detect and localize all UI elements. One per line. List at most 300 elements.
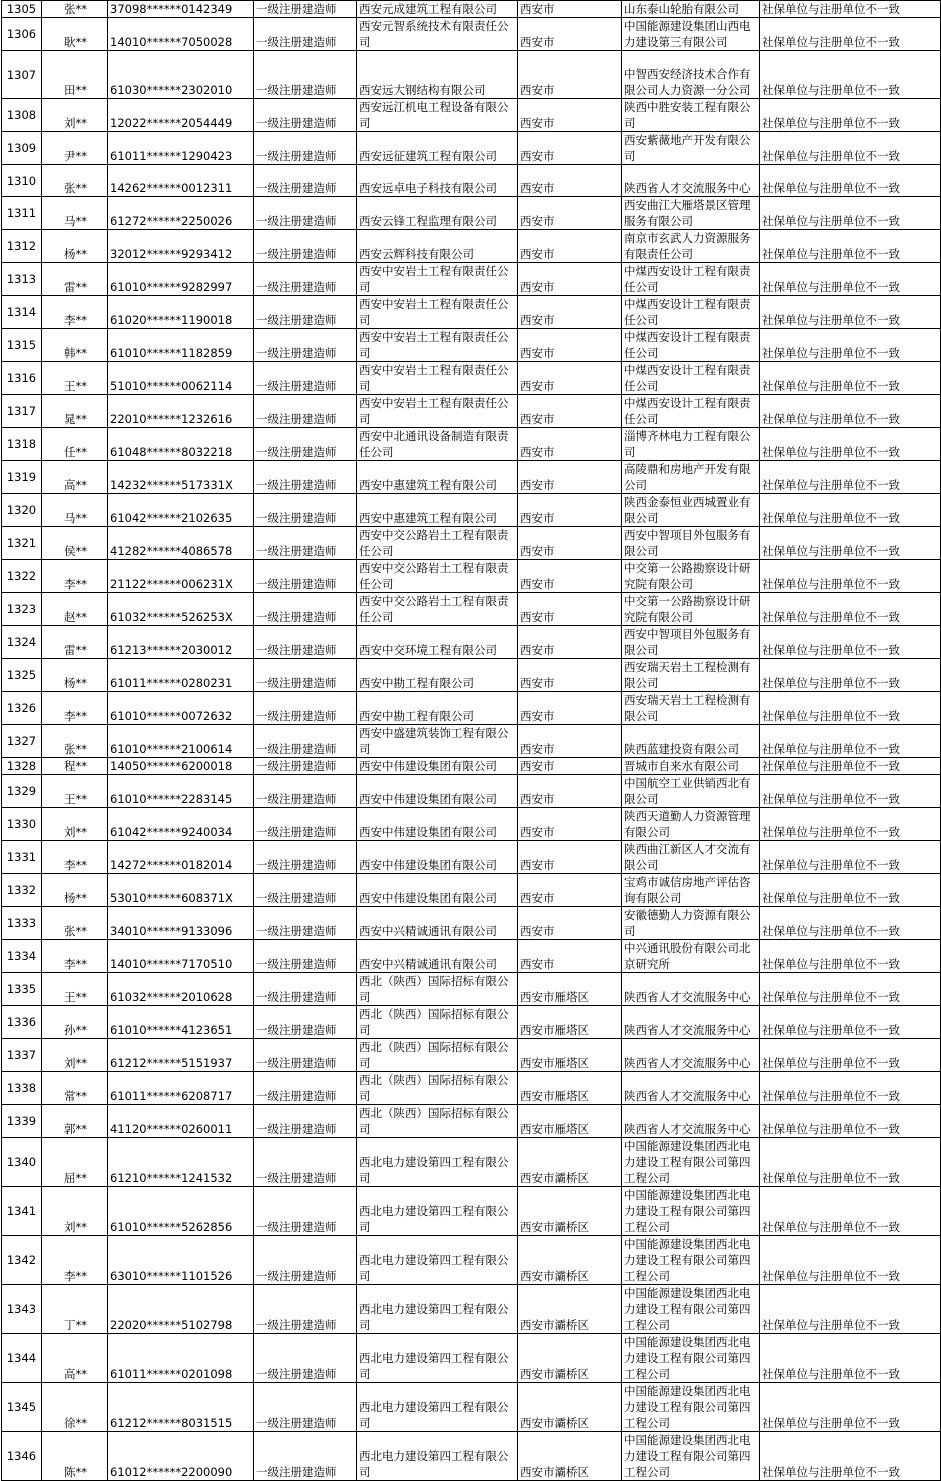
cell-social-security-unit: 陕西省人才交流服务中心 — [622, 973, 760, 1006]
cell-registered-company: 西安中安岩土工程有限责任公司 — [357, 296, 518, 329]
cell-issue: 社保单位与注册单位不一致 — [760, 758, 941, 775]
cell-city: 西安市 — [518, 165, 622, 197]
cell-social-security-unit: 陕西省人才交流服务中心 — [622, 1006, 760, 1039]
cell-serial-number: 1319 — [2, 461, 42, 494]
cell-serial-number: 1340 — [2, 1138, 42, 1187]
table-row — [2, 973, 941, 1006]
table-row — [2, 263, 941, 296]
cell-serial-number: 1343 — [2, 1285, 42, 1334]
cell-id-number: 51010******0062114 — [108, 362, 254, 395]
table-row — [2, 907, 941, 940]
cell-issue: 社保单位与注册单位不一致 — [760, 51, 941, 99]
cell-social-security-unit: 高陵鼎和房地产开发有限公司 — [622, 461, 760, 494]
cell-social-security-unit: 陕西省人才交流服务中心 — [622, 1072, 760, 1105]
cell-person-name: 程** — [42, 758, 108, 775]
cell-serial-number: 1331 — [2, 841, 42, 874]
cell-city: 西安市灞桥区 — [518, 1187, 622, 1236]
cell-qualification: 一级注册建造师 — [254, 428, 357, 461]
cell-issue: 社保单位与注册单位不一致 — [760, 1072, 941, 1105]
cell-registered-company: 西北电力建设第四工程有限公司 — [357, 1187, 518, 1236]
cell-serial-number: 1329 — [2, 775, 42, 808]
cell-registered-company: 西安中惠建筑工程有限公司 — [357, 494, 518, 527]
cell-person-name: 高** — [42, 1334, 108, 1383]
cell-registered-company: 西安中安岩土工程有限责任公司 — [357, 263, 518, 296]
cell-person-name: 孙** — [42, 1006, 108, 1039]
cell-social-security-unit: 西安中智项目外包服务有限公司 — [622, 626, 760, 659]
cell-serial-number: 1316 — [2, 362, 42, 395]
cell-social-security-unit: 中智西安经济技术合作有限公司人力资源一分公司 — [622, 51, 760, 99]
cell-registered-company: 西安中勘工程有限公司 — [357, 692, 518, 725]
cell-social-security-unit: 西安中智项目外包服务有限公司 — [622, 527, 760, 560]
cell-registered-company: 西安中交公路岩土工程有限责任公司 — [357, 527, 518, 560]
cell-qualification: 一级注册建造师 — [254, 692, 357, 725]
cell-registered-company: 西安中伟建设集团有限公司 — [357, 808, 518, 841]
cell-qualification: 一级注册建造师 — [254, 165, 357, 197]
cell-serial-number: 1309 — [2, 132, 42, 165]
cell-registered-company: 西安远大钢结构有限公司 — [357, 51, 518, 99]
cell-issue: 社保单位与注册单位不一致 — [760, 907, 941, 940]
cell-id-number: 14010******7050028 — [108, 18, 254, 51]
cell-serial-number: 1339 — [2, 1105, 42, 1138]
cell-qualification: 一级注册建造师 — [254, 461, 357, 494]
cell-serial-number: 1341 — [2, 1187, 42, 1236]
cell-issue: 社保单位与注册单位不一致 — [760, 1105, 941, 1138]
cell-serial-number: 1315 — [2, 329, 42, 362]
cell-registered-company: 西北电力建设第四工程有限公司 — [357, 1334, 518, 1383]
cell-social-security-unit: 淄博齐林电力工程有限公司 — [622, 428, 760, 461]
cell-city: 西安市灞桥区 — [518, 1285, 622, 1334]
cell-issue: 社保单位与注册单位不一致 — [760, 1285, 941, 1334]
cell-issue: 社保单位与注册单位不一致 — [760, 395, 941, 428]
cell-issue: 社保单位与注册单位不一致 — [760, 692, 941, 725]
cell-person-name: 张** — [42, 165, 108, 197]
cell-person-name: 雷** — [42, 263, 108, 296]
cell-city: 西安市 — [518, 18, 622, 51]
cell-person-name: 刘** — [42, 1187, 108, 1236]
table-row — [2, 362, 941, 395]
cell-id-number: 21122******006231X — [108, 560, 254, 593]
cell-person-name: 刘** — [42, 99, 108, 132]
cell-serial-number: 1327 — [2, 725, 42, 758]
cell-qualification: 一级注册建造师 — [254, 1383, 357, 1432]
cell-issue: 社保单位与注册单位不一致 — [760, 230, 941, 263]
cell-person-name: 王** — [42, 973, 108, 1006]
cell-issue: 社保单位与注册单位不一致 — [760, 841, 941, 874]
cell-serial-number: 1330 — [2, 808, 42, 841]
cell-id-number: 61010******2283145 — [108, 775, 254, 808]
cell-serial-number: 1346 — [2, 1432, 42, 1481]
cell-city: 西安市 — [518, 758, 622, 775]
cell-registered-company: 西安中盛建筑装饰工程有限公司 — [357, 725, 518, 758]
cell-issue: 社保单位与注册单位不一致 — [760, 659, 941, 692]
cell-person-name: 杨** — [42, 659, 108, 692]
cell-serial-number: 1332 — [2, 874, 42, 907]
cell-qualification: 一级注册建造师 — [254, 593, 357, 626]
table-row — [2, 527, 941, 560]
cell-serial-number: 1334 — [2, 940, 42, 973]
cell-qualification: 一级注册建造师 — [254, 197, 357, 230]
cell-social-security-unit: 中交第一公路勘察设计研究院有限公司 — [622, 593, 760, 626]
cell-issue: 社保单位与注册单位不一致 — [760, 808, 941, 841]
cell-person-name: 李** — [42, 296, 108, 329]
cell-city: 西安市 — [518, 132, 622, 165]
cell-social-security-unit: 中煤西安设计工程有限责任公司 — [622, 395, 760, 428]
table-row — [2, 1006, 941, 1039]
cell-id-number: 61010******1182859 — [108, 329, 254, 362]
cell-id-number: 41282******4086578 — [108, 527, 254, 560]
cell-id-number: 14272******0182014 — [108, 841, 254, 874]
cell-registered-company: 西安中兴精诚通讯有限公司 — [357, 907, 518, 940]
cell-qualification: 一级注册建造师 — [254, 1006, 357, 1039]
cell-person-name: 侯** — [42, 527, 108, 560]
table-row — [2, 51, 941, 99]
cell-qualification: 一级注册建造师 — [254, 973, 357, 1006]
table-row — [2, 841, 941, 874]
cell-issue: 社保单位与注册单位不一致 — [760, 132, 941, 165]
cell-qualification: 一级注册建造师 — [254, 362, 357, 395]
cell-city: 西安市 — [518, 907, 622, 940]
cell-city: 西安市 — [518, 593, 622, 626]
cell-social-security-unit: 西安瑞天岩土工程检测有限公司 — [622, 692, 760, 725]
cell-serial-number: 1307 — [2, 51, 42, 99]
cell-person-name: 刘** — [42, 1039, 108, 1072]
cell-person-name: 李** — [42, 1236, 108, 1285]
cell-issue: 社保单位与注册单位不一致 — [760, 874, 941, 907]
cell-id-number: 61011******0201098 — [108, 1334, 254, 1383]
cell-serial-number: 1328 — [2, 758, 42, 775]
cell-registered-company: 西安中勘工程有限公司 — [357, 659, 518, 692]
cell-city: 西安市 — [518, 296, 622, 329]
cell-id-number: 34010******9133096 — [108, 907, 254, 940]
cell-social-security-unit: 中兴通讯股份有限公司北京研究所 — [622, 940, 760, 973]
cell-person-name: 常** — [42, 1072, 108, 1105]
table-row — [2, 230, 941, 263]
cell-qualification: 一级注册建造师 — [254, 775, 357, 808]
cell-id-number: 61032******2010628 — [108, 973, 254, 1006]
cell-serial-number: 1313 — [2, 263, 42, 296]
cell-social-security-unit: 陕西省人才交流服务中心 — [622, 1105, 760, 1138]
cell-qualification: 一级注册建造师 — [254, 1072, 357, 1105]
cell-id-number: 61030******2302010 — [108, 51, 254, 99]
cell-city: 西安市 — [518, 626, 622, 659]
cell-qualification: 一级注册建造师 — [254, 874, 357, 907]
cell-person-name: 屈** — [42, 1138, 108, 1187]
cell-qualification: 一级注册建造师 — [254, 1236, 357, 1285]
cell-social-security-unit: 中国能源建设集团西北电力建设工程有限公司第四工程公司 — [622, 1236, 760, 1285]
table-row — [2, 197, 941, 230]
cell-city: 西安市 — [518, 527, 622, 560]
cell-registered-company: 西安中交公路岩土工程有限责任公司 — [357, 593, 518, 626]
cell-qualification: 一级注册建造师 — [254, 659, 357, 692]
cell-person-name: 韩** — [42, 329, 108, 362]
cell-qualification: 一级注册建造师 — [254, 626, 357, 659]
cell-registered-company: 西北（陕西）国际招标有限公司 — [357, 1039, 518, 1072]
cell-city: 西安市雁塔区 — [518, 973, 622, 1006]
cell-issue: 社保单位与注册单位不一致 — [760, 263, 941, 296]
cell-id-number: 37098******0142349 — [108, 1, 254, 18]
cell-qualification: 一级注册建造师 — [254, 907, 357, 940]
cell-qualification: 一级注册建造师 — [254, 329, 357, 362]
cell-social-security-unit: 中国能源建设集团西北电力建设工程有限公司第四工程公司 — [622, 1383, 760, 1432]
cell-qualification: 一级注册建造师 — [254, 1138, 357, 1187]
cell-city: 西安市 — [518, 775, 622, 808]
cell-person-name: 郭** — [42, 1105, 108, 1138]
cell-registered-company: 西北电力建设第四工程有限公司 — [357, 1236, 518, 1285]
cell-serial-number: 1318 — [2, 428, 42, 461]
cell-registered-company: 西安中伟建设集团有限公司 — [357, 874, 518, 907]
cell-qualification: 一级注册建造师 — [254, 1, 357, 18]
cell-city: 西安市 — [518, 197, 622, 230]
cell-serial-number: 1323 — [2, 593, 42, 626]
cell-registered-company: 西安中北通讯设备制造有限责任公司 — [357, 428, 518, 461]
cell-id-number: 61011******1290423 — [108, 132, 254, 165]
cell-issue: 社保单位与注册单位不一致 — [760, 1334, 941, 1383]
table-row — [2, 296, 941, 329]
cell-serial-number: 1314 — [2, 296, 42, 329]
cell-city: 西安市 — [518, 428, 622, 461]
table-row — [2, 132, 941, 165]
cell-person-name: 徐** — [42, 1383, 108, 1432]
cell-id-number: 22010******1232616 — [108, 395, 254, 428]
cell-qualification: 一级注册建造师 — [254, 395, 357, 428]
cell-person-name: 张** — [42, 907, 108, 940]
cell-city: 西安市 — [518, 395, 622, 428]
cell-person-name: 晁** — [42, 395, 108, 428]
cell-qualification: 一级注册建造师 — [254, 1105, 357, 1138]
cell-person-name: 李** — [42, 560, 108, 593]
cell-serial-number: 1320 — [2, 494, 42, 527]
cell-id-number: 61010******9282997 — [108, 263, 254, 296]
cell-qualification: 一级注册建造师 — [254, 1285, 357, 1334]
cell-city: 西安市 — [518, 461, 622, 494]
cell-city: 西安市 — [518, 725, 622, 758]
table-row — [2, 428, 941, 461]
cell-serial-number: 1326 — [2, 692, 42, 725]
cell-registered-company: 西安元智系统技术有限责任公司 — [357, 18, 518, 51]
cell-serial-number: 1336 — [2, 1006, 42, 1039]
cell-qualification: 一级注册建造师 — [254, 1334, 357, 1383]
table-row — [2, 1334, 941, 1383]
cell-person-name: 刘** — [42, 808, 108, 841]
cell-city: 西安市灞桥区 — [518, 1236, 622, 1285]
cell-registered-company: 西安中伟建设集团有限公司 — [357, 841, 518, 874]
cell-person-name: 田** — [42, 51, 108, 99]
cell-id-number: 14232******517331X — [108, 461, 254, 494]
cell-serial-number: 1310 — [2, 165, 42, 197]
cell-registered-company: 西北（陕西）国际招标有限公司 — [357, 1105, 518, 1138]
cell-social-security-unit: 南京市玄武人力资源服务有限责任公司 — [622, 230, 760, 263]
cell-city: 西安市雁塔区 — [518, 1006, 622, 1039]
cell-qualification: 一级注册建造师 — [254, 1432, 357, 1481]
cell-person-name: 耿** — [42, 18, 108, 51]
table-row — [2, 1236, 941, 1285]
cell-id-number: 14050******6200018 — [108, 758, 254, 775]
table-row — [2, 99, 941, 132]
cell-city: 西安市灞桥区 — [518, 1138, 622, 1187]
cell-social-security-unit: 中国能源建设集团西北电力建设工程有限公司第四工程公司 — [622, 1187, 760, 1236]
cell-issue: 社保单位与注册单位不一致 — [760, 1039, 941, 1072]
table-row — [2, 395, 941, 428]
cell-qualification: 一级注册建造师 — [254, 758, 357, 775]
cell-qualification: 一级注册建造师 — [254, 230, 357, 263]
table-row — [2, 1285, 941, 1334]
table-row — [2, 1383, 941, 1432]
cell-id-number: 14010******7170510 — [108, 940, 254, 973]
cell-serial-number: 1321 — [2, 527, 42, 560]
cell-city: 西安市灞桥区 — [518, 1432, 622, 1481]
cell-id-number: 61048******8032218 — [108, 428, 254, 461]
cell-id-number: 22020******5102798 — [108, 1285, 254, 1334]
table-row — [2, 808, 941, 841]
table-row — [2, 1138, 941, 1187]
cell-id-number: 61042******9240034 — [108, 808, 254, 841]
cell-registered-company: 西安元成建筑工程有限公司 — [357, 1, 518, 18]
cell-qualification: 一级注册建造师 — [254, 296, 357, 329]
cell-person-name: 杨** — [42, 874, 108, 907]
cell-city: 西安市灞桥区 — [518, 1383, 622, 1432]
cell-city: 西安市 — [518, 841, 622, 874]
cell-city: 西安市 — [518, 99, 622, 132]
cell-person-name: 李** — [42, 692, 108, 725]
cell-registered-company: 西安远征建筑工程有限公司 — [357, 132, 518, 165]
cell-qualification: 一级注册建造师 — [254, 560, 357, 593]
table-row — [2, 758, 941, 775]
cell-social-security-unit: 中交第一公路勘察设计研究院有限公司 — [622, 560, 760, 593]
cell-id-number: 61210******1241532 — [108, 1138, 254, 1187]
cell-serial-number: 1324 — [2, 626, 42, 659]
cell-person-name: 尹** — [42, 132, 108, 165]
table-row — [2, 725, 941, 758]
cell-issue: 社保单位与注册单位不一致 — [760, 775, 941, 808]
cell-social-security-unit: 陕西曲江新区人才交流有限公司 — [622, 841, 760, 874]
cell-serial-number: 1325 — [2, 659, 42, 692]
cell-registered-company: 西安中交公路岩土工程有限责任公司 — [357, 560, 518, 593]
violation-table — [1, 0, 941, 1481]
cell-serial-number: 1342 — [2, 1236, 42, 1285]
cell-serial-number: 1311 — [2, 197, 42, 230]
cell-issue: 社保单位与注册单位不一致 — [760, 1, 941, 18]
cell-social-security-unit: 宝鸡市诚信房地产评估咨询有限公司 — [622, 874, 760, 907]
table-row — [2, 1, 941, 18]
cell-person-name: 高** — [42, 461, 108, 494]
table-row — [2, 1187, 941, 1236]
cell-issue: 社保单位与注册单位不一致 — [760, 560, 941, 593]
cell-qualification: 一级注册建造师 — [254, 494, 357, 527]
table-row — [2, 1039, 941, 1072]
cell-person-name: 张** — [42, 1, 108, 18]
cell-id-number: 61032******526253X — [108, 593, 254, 626]
cell-issue: 社保单位与注册单位不一致 — [760, 362, 941, 395]
cell-issue: 社保单位与注册单位不一致 — [760, 1138, 941, 1187]
cell-person-name: 雷** — [42, 626, 108, 659]
table-row — [2, 18, 941, 51]
cell-social-security-unit: 山东泰山轮胎有限公司 — [622, 1, 760, 18]
cell-serial-number: 1317 — [2, 395, 42, 428]
cell-registered-company: 西安中伟建设集团有限公司 — [357, 775, 518, 808]
cell-social-security-unit: 陕西省人才交流服务中心 — [622, 1039, 760, 1072]
cell-registered-company: 西安中安岩土工程有限责任公司 — [357, 362, 518, 395]
cell-issue: 社保单位与注册单位不一致 — [760, 1236, 941, 1285]
cell-person-name: 王** — [42, 362, 108, 395]
cell-person-name: 李** — [42, 841, 108, 874]
cell-issue: 社保单位与注册单位不一致 — [760, 973, 941, 1006]
cell-serial-number: 1338 — [2, 1072, 42, 1105]
cell-qualification: 一级注册建造师 — [254, 841, 357, 874]
cell-issue: 社保单位与注册单位不一致 — [760, 494, 941, 527]
cell-serial-number: 1312 — [2, 230, 42, 263]
table-row — [2, 560, 941, 593]
cell-registered-company: 西安中兴精诚通讯有限公司 — [357, 940, 518, 973]
cell-issue: 社保单位与注册单位不一致 — [760, 1383, 941, 1432]
cell-qualification: 一级注册建造师 — [254, 808, 357, 841]
cell-city: 西安市 — [518, 263, 622, 296]
cell-issue: 社保单位与注册单位不一致 — [760, 593, 941, 626]
cell-person-name: 赵** — [42, 593, 108, 626]
cell-id-number: 61010******5262856 — [108, 1187, 254, 1236]
cell-registered-company: 西安远卓电子科技有限公司 — [357, 165, 518, 197]
cell-qualification: 一级注册建造师 — [254, 940, 357, 973]
cell-city: 西安市 — [518, 808, 622, 841]
table-row — [2, 874, 941, 907]
cell-social-security-unit: 中煤西安设计工程有限责任公司 — [622, 263, 760, 296]
cell-issue: 社保单位与注册单位不一致 — [760, 99, 941, 132]
cell-registered-company: 西北电力建设第四工程有限公司 — [357, 1383, 518, 1432]
cell-issue: 社保单位与注册单位不一致 — [760, 461, 941, 494]
cell-id-number: 61011******0280231 — [108, 659, 254, 692]
cell-social-security-unit: 陕西省人才交流服务中心 — [622, 165, 760, 197]
cell-qualification: 一级注册建造师 — [254, 725, 357, 758]
cell-qualification: 一级注册建造师 — [254, 263, 357, 296]
cell-social-security-unit: 陕西中胜安装工程有限公司 — [622, 99, 760, 132]
cell-issue: 社保单位与注册单位不一致 — [760, 940, 941, 973]
cell-qualification: 一级注册建造师 — [254, 527, 357, 560]
cell-person-name: 杨** — [42, 230, 108, 263]
table-row — [2, 329, 941, 362]
cell-registered-company: 西安中伟建设集团有限公司 — [357, 758, 518, 775]
table-row — [2, 940, 941, 973]
cell-id-number: 61272******2250026 — [108, 197, 254, 230]
table-body — [2, 1, 941, 1481]
table-row — [2, 593, 941, 626]
cell-id-number: 63010******1101526 — [108, 1236, 254, 1285]
cell-issue: 社保单位与注册单位不一致 — [760, 1432, 941, 1481]
cell-id-number: 12022******2054449 — [108, 99, 254, 132]
cell-social-security-unit: 陕西天道勤人力资源管理有限公司 — [622, 808, 760, 841]
cell-serial-number: 1308 — [2, 99, 42, 132]
cell-city: 西安市 — [518, 1, 622, 18]
cell-qualification: 一级注册建造师 — [254, 1039, 357, 1072]
cell-id-number: 32012******9293412 — [108, 230, 254, 263]
cell-city: 西安市雁塔区 — [518, 1105, 622, 1138]
cell-serial-number: 1337 — [2, 1039, 42, 1072]
table-row — [2, 494, 941, 527]
cell-registered-company: 西安远江机电工程设备有限公司 — [357, 99, 518, 132]
cell-social-security-unit: 中国能源建设集团西北电力建设工程有限公司第四工程公司 — [622, 1334, 760, 1383]
cell-social-security-unit: 中国能源建设集团山西电力建设第三有限公司 — [622, 18, 760, 51]
cell-id-number: 61212******5151937 — [108, 1039, 254, 1072]
cell-social-security-unit: 中煤西安设计工程有限责任公司 — [622, 329, 760, 362]
table-row — [2, 659, 941, 692]
cell-person-name: 马** — [42, 494, 108, 527]
cell-issue: 社保单位与注册单位不一致 — [760, 329, 941, 362]
cell-issue: 社保单位与注册单位不一致 — [760, 725, 941, 758]
cell-registered-company: 西北电力建设第四工程有限公司 — [357, 1432, 518, 1481]
cell-serial-number: 1344 — [2, 1334, 42, 1383]
cell-issue: 社保单位与注册单位不一致 — [760, 1006, 941, 1039]
cell-id-number: 61213******2030012 — [108, 626, 254, 659]
cell-id-number: 41120******0260011 — [108, 1105, 254, 1138]
cell-serial-number: 1306 — [2, 18, 42, 51]
